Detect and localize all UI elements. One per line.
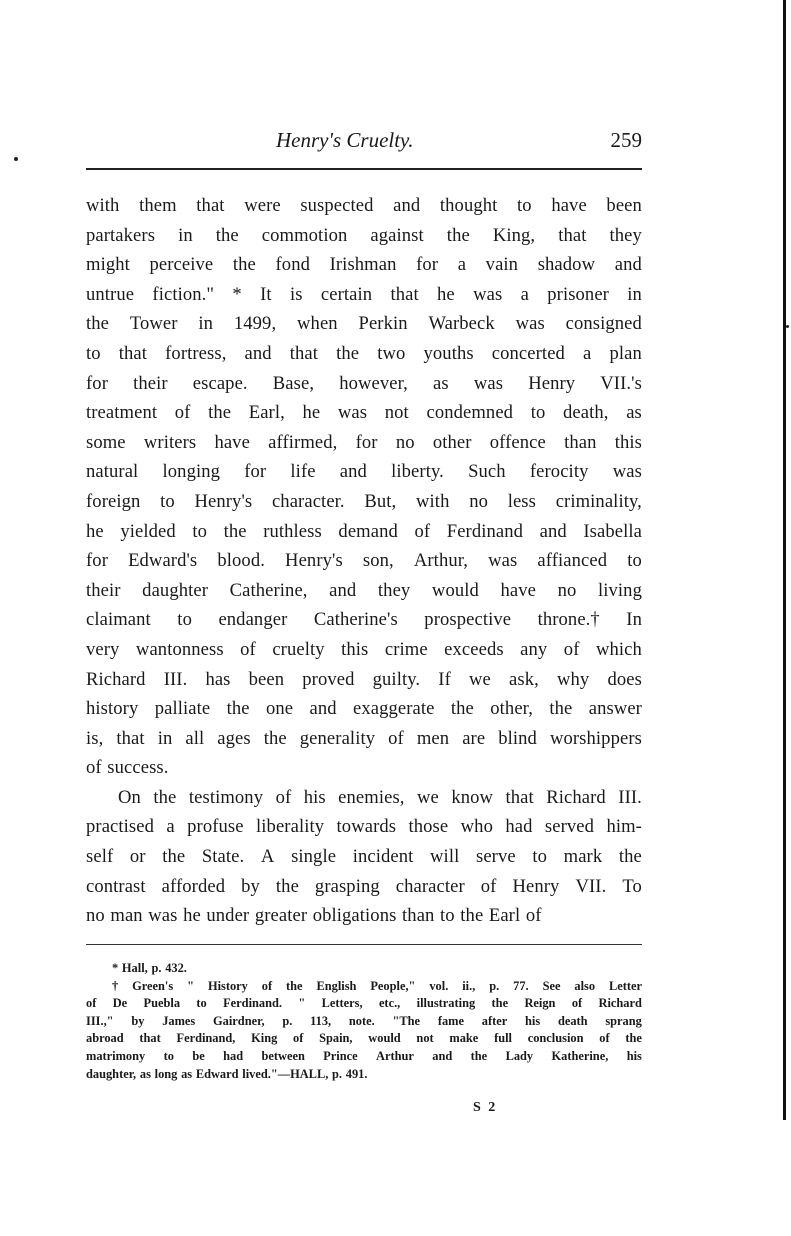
text-line: practised a profuse liberality towards those who had served him-	[86, 816, 642, 838]
text-line: the Tower in 1499, when Perkin Warbeck was consigned	[86, 313, 642, 335]
text-line: very wantonness of cruelty this crime exceeds any of which	[86, 638, 642, 660]
text-line: foreign to Henry's character. But, with no less criminality,	[86, 490, 642, 512]
text-line: might perceive the fond Irishman for a vain shadow and	[86, 254, 642, 276]
text-line: no man was he under greater obligations than to the Earl of	[86, 905, 542, 927]
header-rule	[86, 168, 642, 170]
text-line: partakers in the commotion against the King, that they	[86, 224, 642, 246]
footnote-line: † Green's " History of the English People," vol. ii., p. 77. See also Letter	[112, 978, 642, 993]
text-line: On the testimony of his enemies, we know that Richard III.	[118, 786, 642, 808]
footnote-line: * Hall, p. 432.	[112, 961, 187, 975]
text-line: is, that in all ages the generality of men are blind worshippers	[86, 727, 642, 749]
footnote-line: III.," by James Gairdner, p. 113, note. "The fame after his death sprang	[86, 1013, 642, 1028]
text-line: treatment of the Earl, he was not condemned to death, as	[86, 402, 642, 424]
running-title: Henry's Cruelty.	[276, 128, 414, 152]
page-number: 259	[610, 128, 642, 152]
text-line: with them that were suspected and thought to have been	[86, 195, 642, 216]
footnotes	[86, 960, 642, 1083]
text-line: some writers have affirmed, for no other offence than this	[86, 431, 642, 453]
ink-speck	[14, 157, 18, 161]
text-line: natural longing for life and liberty. Such ferocity was	[86, 461, 642, 483]
footnote-line: daughter, as long as Edward lived."—HALL, p. 491.	[86, 1066, 368, 1081]
text-line: contrast afforded by the grasping character of Henry VII. To	[86, 875, 642, 897]
text-line: to that fortress, and that the two youths concerted a plan	[86, 342, 642, 364]
text-line: self or the State. A single incident will serve to mark the	[86, 846, 642, 868]
running-header	[86, 128, 642, 162]
footnote-rule	[86, 944, 642, 945]
text-line: for Edward's blood. Henry's son, Arthur, was affianced to	[86, 550, 642, 572]
text-line: of success.	[86, 757, 169, 779]
ink-speck	[786, 325, 789, 328]
footnote-line: abroad that Ferdinand, King of Spain, would not make full conclusion of the	[86, 1031, 642, 1046]
text-line: their daughter Catherine, and they would have no living	[86, 579, 642, 601]
signature-mark: S 2	[473, 1100, 498, 1115]
body-text	[86, 191, 642, 931]
footnote-line: matrimony to be had between Prince Arthur and the Lady Katherine, his	[86, 1048, 642, 1063]
text-line: untrue fiction." * It is certain that he was a prisoner in	[86, 283, 642, 305]
text-line: he yielded to the ruthless demand of Ferdinand and Isabella	[86, 520, 642, 542]
text-line: Richard III. has been proved guilty. If we ask, why does	[86, 668, 642, 690]
text-line: history palliate the one and exaggerate the other, the answer	[86, 698, 642, 720]
text-line: for their escape. Base, however, as was Henry VII.'s	[86, 372, 642, 394]
text-line: claimant to endanger Catherine's prospective throne.† In	[86, 609, 642, 631]
footnote-line: of De Puebla to Ferdinand. " Letters, etc., illustrating the Reign of Richard	[86, 996, 642, 1011]
page-edge-line	[783, 0, 786, 1120]
